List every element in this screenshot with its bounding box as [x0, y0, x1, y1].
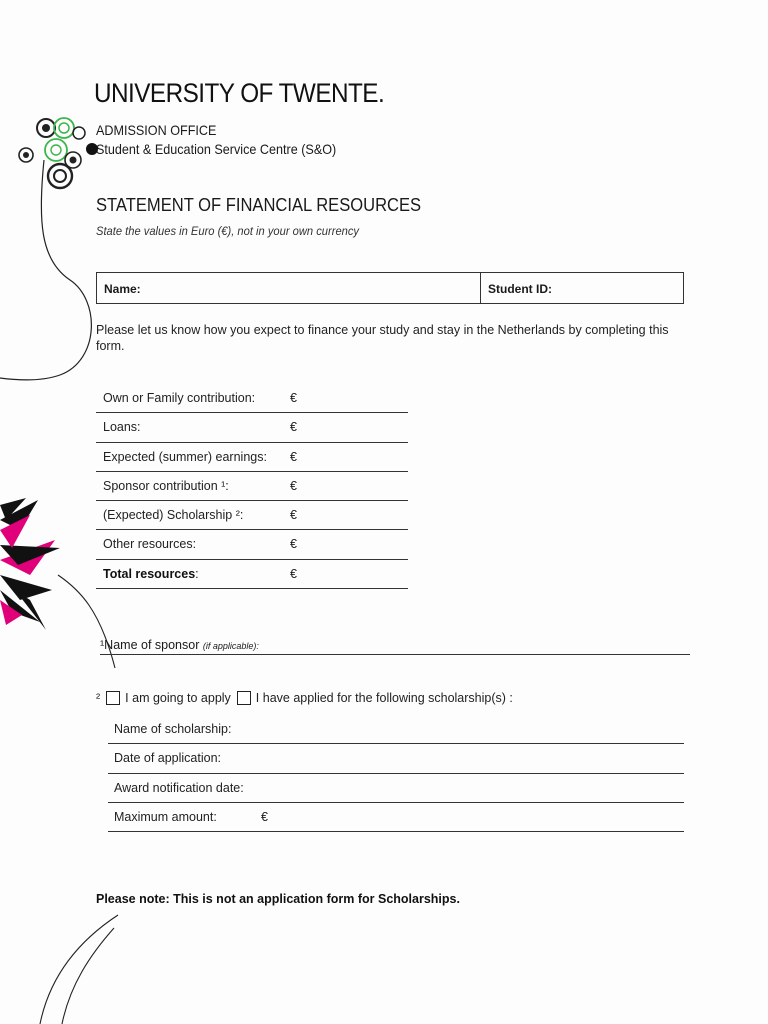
resource-label: Other resources: [103, 537, 197, 552]
scholarship-options [96, 691, 513, 705]
sponsor-qualifier: (if applicable): [202, 641, 259, 651]
flower-circle [54, 118, 74, 138]
service-centre-label: Student & Education Service Centre (S&O) [96, 141, 337, 157]
university-title: UNIVERSITY OF TWENTE. [94, 78, 385, 108]
resource-row-own-family[interactable] [96, 384, 408, 413]
resource-label: (Expected) Scholarship ²: [103, 508, 244, 523]
student-id-field[interactable] [481, 273, 683, 303]
resources-table [96, 384, 408, 589]
sponsor-label: Name of sponsor [104, 638, 200, 652]
scholarship-note: Please note: This is not an application form for Scholarships. [96, 892, 460, 906]
euro-symbol: € [290, 391, 297, 405]
flower-circle [73, 127, 85, 139]
flower-circle [48, 164, 72, 188]
intro-text: Please let us know how you expect to finance your study and stay in the Netherlands by completing this form. [96, 323, 669, 353]
statement-subtitle: State the values in Euro (€), not in your own currency [96, 224, 360, 238]
euro-symbol: € [290, 566, 297, 581]
flower-circle [45, 139, 67, 161]
resource-row-sponsor[interactable] [96, 472, 408, 501]
flower-circle [54, 170, 66, 182]
scholarship-row-award-date[interactable] [108, 774, 684, 803]
identity-box [96, 272, 684, 304]
stem-line [62, 928, 114, 1024]
total-label [103, 567, 199, 581]
resource-row-loans[interactable] [96, 413, 408, 442]
going-to-apply-checkbox[interactable] [106, 691, 120, 705]
name-field[interactable] [97, 273, 481, 303]
admission-office-label: ADMISSION OFFICE [96, 122, 217, 138]
flower-circle [70, 157, 77, 164]
euro-symbol: € [290, 537, 297, 552]
euro-symbol: € [290, 508, 297, 523]
resource-label: Loans: [103, 420, 141, 435]
euro-symbol: € [290, 420, 297, 435]
euro-symbol: € [290, 449, 297, 464]
total-label-text: Total resources [103, 566, 196, 581]
scholarship-label: Date of application: [114, 751, 222, 766]
name-label: Name: [104, 282, 141, 296]
scholarship-label: Maximum amount: [114, 809, 217, 824]
resource-label: Expected (summer) earnings: [103, 449, 267, 464]
euro-symbol: € [261, 809, 268, 824]
have-applied-checkbox[interactable] [237, 691, 251, 705]
total-label-colon: : [195, 566, 199, 581]
resource-label: Sponsor contribution ¹: [103, 478, 229, 493]
resource-row-earnings[interactable] [96, 443, 408, 472]
footnote-marker: ² [96, 691, 101, 705]
flower-circle [42, 124, 50, 132]
have-applied-label: I have applied for the following scholarship(s) : [255, 691, 513, 705]
fern-cluster [0, 498, 60, 630]
flower-circle [23, 152, 29, 158]
resource-label: Own or Family contribution: [103, 391, 256, 405]
scholarship-row-max-amount[interactable] [108, 803, 684, 832]
resource-row-other[interactable] [96, 530, 408, 559]
resource-row-scholarship[interactable] [96, 501, 408, 530]
sponsor-name-field[interactable] [100, 638, 690, 655]
student-id-label: Student ID: [488, 282, 552, 296]
scholarship-label: Name of scholarship: [114, 722, 232, 736]
statement-title: STATEMENT OF FINANCIAL RESOURCES [96, 195, 422, 215]
resource-row-total[interactable] [96, 560, 408, 589]
footnote-marker: ¹ [100, 638, 105, 652]
scholarship-label: Award notification date: [114, 780, 244, 795]
flower-circle [59, 123, 69, 133]
stem-line [40, 915, 118, 1024]
stem-line [0, 160, 91, 380]
going-to-apply-label: I am going to apply [125, 691, 231, 705]
scholarship-row-date[interactable] [108, 744, 684, 773]
scholarship-table [108, 715, 684, 832]
euro-symbol: € [290, 478, 297, 493]
flower-circle [51, 145, 61, 155]
scholarship-row-name[interactable] [108, 715, 684, 744]
